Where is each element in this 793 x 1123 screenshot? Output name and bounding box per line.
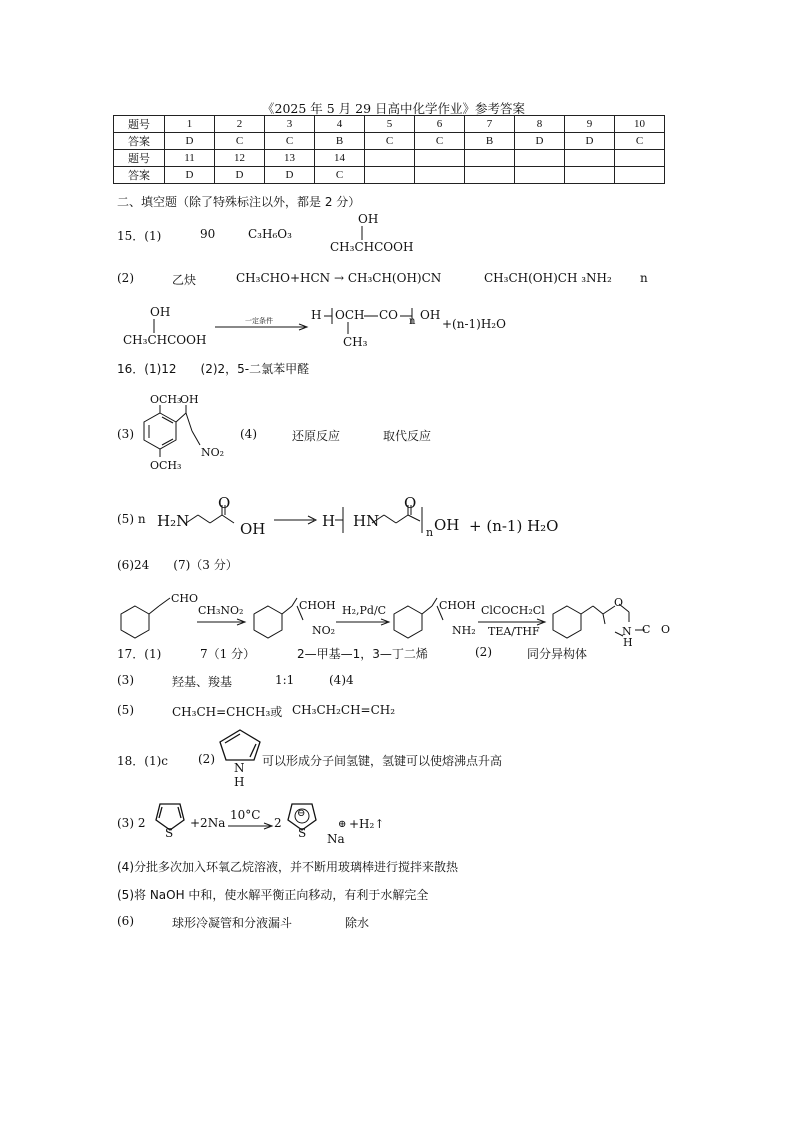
table-cell: 13 <box>265 150 315 167</box>
q15-part2-answer: 乙炔 <box>172 273 197 287</box>
route-no2: NO₂ <box>312 624 336 637</box>
q15-polymer-n: n <box>409 316 416 327</box>
q16-polymer-n: n <box>426 526 434 539</box>
table-cell: C <box>265 133 315 150</box>
table-cell <box>465 150 515 167</box>
q16-line1: 16．(1)12 (2)2，5-二氯苯甲醛 <box>117 362 310 376</box>
table-cell: D <box>215 167 265 184</box>
table-cell: D <box>165 133 215 150</box>
q15-part1-mass: 90 <box>200 227 216 241</box>
route-ring-c: C <box>642 623 651 636</box>
table-cell: 10 <box>615 116 665 133</box>
q15-part2-equation: CH₃CHO+HCN → CH₃CH(OH)CN <box>236 271 442 285</box>
q16-line6: (6)24 (7)（3 分） <box>117 558 238 572</box>
table-cell: 8 <box>515 116 565 133</box>
q17-part1-name: 2—甲基—1，3—丁二烯 <box>297 647 428 661</box>
table-row <box>114 133 665 150</box>
table-cell <box>565 150 615 167</box>
q16-och3-bottom: OCH₃ <box>150 459 182 472</box>
table-cell: C <box>215 133 265 150</box>
thiophenide-charge: ⊖ <box>297 808 306 819</box>
section-heading: 二、填空题（除了特殊标注以外，都是 2 分） <box>117 195 361 209</box>
q16-part4-answer-b: 取代反应 <box>383 429 432 443</box>
route-reagent-2: H₂,Pd/C <box>342 604 387 617</box>
table-row <box>114 116 665 133</box>
q15-part2-product: CH₃CH(OH)CH ₃NH₂ <box>484 271 612 285</box>
q17-part1-answer: 7（1 分） <box>200 647 256 661</box>
q18-coefficient: 2 <box>274 816 282 830</box>
thiophenide-s: S <box>298 826 307 840</box>
table-row-header: 答案 <box>114 167 165 184</box>
table-cell <box>415 150 465 167</box>
table-cell: 6 <box>415 116 465 133</box>
q16-polymer-hn: HN <box>353 512 380 530</box>
table-row-header: 题号 <box>114 150 165 167</box>
answer-table <box>113 115 665 184</box>
q18-part3-label: (3) 2 <box>117 816 146 830</box>
q16-water: + (n-1) H₂O <box>469 517 559 535</box>
table-cell: C <box>365 133 415 150</box>
q17-part3-label: (3) <box>117 673 134 687</box>
q18-part2-label: (2) <box>198 752 215 766</box>
sodium-ion: Na <box>327 832 345 846</box>
q16-part3-label: (3) <box>117 427 134 441</box>
q15-reaction-arrow <box>215 322 310 332</box>
route-cho: CHO <box>171 592 199 605</box>
q17-part4: (4)4 <box>329 673 354 687</box>
route-choh-1: CHOH <box>299 599 336 612</box>
q17-part2-answer: 同分异构体 <box>527 647 588 661</box>
table-cell: 2 <box>215 116 265 133</box>
q15-line3-oh: OH <box>150 305 171 319</box>
table-cell <box>515 167 565 184</box>
table-cell: 4 <box>315 116 365 133</box>
q15-bond-line <box>360 226 364 240</box>
table-cell <box>565 167 615 184</box>
q16-oh: OH <box>180 393 199 406</box>
q18-part2-text: 可以形成分子间氢键，氢键可以使熔沸点升高 <box>262 754 503 768</box>
table-cell: 14 <box>315 150 365 167</box>
route-ring-n: N <box>622 625 632 638</box>
q15-part2-n: n <box>640 271 648 285</box>
route-choh-2: CHOH <box>439 599 476 612</box>
q15-line3-monomer: CH₃CHCOOH <box>123 333 207 347</box>
table-cell: 11 <box>165 150 215 167</box>
route-ring-o2: O <box>661 623 671 636</box>
q15-polymer-water: +(n-1)H₂O <box>442 317 506 331</box>
table-row <box>114 167 665 184</box>
table-cell: C <box>615 133 665 150</box>
table-cell: C <box>315 167 365 184</box>
table-cell: 9 <box>565 116 615 133</box>
pyrrole-n: N <box>234 761 245 775</box>
q16-polymer-h: H <box>322 512 336 530</box>
thiophene-s: S <box>165 826 174 840</box>
q15-polymer-h: H <box>311 308 322 322</box>
table-cell: D <box>165 167 215 184</box>
q15-polymer-co: CO <box>379 308 399 322</box>
q15-part1-label: 15．(1) <box>117 229 162 243</box>
q16-polymer-oh: OH <box>434 516 460 534</box>
page-title: 《2025 年 5 月 29 日高中化学作业》参考答案 <box>262 101 526 116</box>
route-reagent-3b: TEA/THF <box>488 625 540 638</box>
q16-carbonyl-o: O <box>218 494 231 512</box>
q18-condition: 10°C <box>230 808 261 822</box>
pyrrole-h: H <box>234 775 245 789</box>
q18-reagent-na: +2Na <box>190 816 226 830</box>
q17-part3-answer: 羟基、羧基 <box>172 675 233 689</box>
route-ring-o: O <box>614 596 624 609</box>
table-cell: 7 <box>465 116 515 133</box>
q16-oh: OH <box>240 520 266 538</box>
q16-synthesis-route <box>115 592 695 650</box>
q15-oh-label: OH <box>358 212 379 226</box>
q18-part5: (5)将 NaOH 中和，使水解平衡正向移动，有利于水解完全 <box>117 888 429 902</box>
table-cell: C <box>415 133 465 150</box>
q16-h2n: H₂N <box>157 512 190 530</box>
table-cell: 1 <box>165 116 215 133</box>
q16-part4-label: (4) <box>240 427 257 441</box>
q18-part6-answer-b: 除水 <box>345 916 370 930</box>
q16-polymer-o: O <box>404 494 417 512</box>
table-cell <box>365 167 415 184</box>
q18-part1: 18．(1)c <box>117 754 168 768</box>
table-cell <box>515 150 565 167</box>
route-nh2: NH₂ <box>452 624 476 637</box>
q18-part6-label: (6) <box>117 914 134 928</box>
q18-part4: (4)分批多次加入环氧乙烷溶液，并不断用玻璃棒进行搅拌来散热 <box>117 860 459 874</box>
table-cell: 3 <box>265 116 315 133</box>
table-cell <box>365 150 415 167</box>
q16-part5-label: (5) n <box>117 512 146 526</box>
table-cell: B <box>315 133 365 150</box>
q16-part4-answer-a: 还原反应 <box>292 429 341 443</box>
sodium-charge: ⊕ <box>338 819 347 830</box>
table-cell <box>465 167 515 184</box>
table-cell <box>415 167 465 184</box>
table-cell: D <box>565 133 615 150</box>
table-cell <box>615 150 665 167</box>
q15-polymer-och: OCH <box>335 308 365 322</box>
table-cell: 5 <box>365 116 415 133</box>
q17-part5-label: (5) <box>117 703 134 717</box>
q16-och3-top: OCH₃ <box>150 393 182 406</box>
table-row <box>114 150 665 167</box>
q15-lactic-acid-formula: CH₃CHCOOH <box>330 240 414 254</box>
table-cell: 12 <box>215 150 265 167</box>
route-reagent-3a: ClCOCH₂Cl <box>481 604 545 617</box>
q17-part1-label: 17．(1) <box>117 647 162 661</box>
table-cell <box>615 167 665 184</box>
table-row-header: 题号 <box>114 116 165 133</box>
q18-part6-answer-a: 球形冷凝管和分液漏斗 <box>172 916 293 930</box>
table-cell: D <box>265 167 315 184</box>
q17-part2-label: (2) <box>475 645 492 659</box>
q15-polymer-ch3: CH₃ <box>343 335 368 349</box>
q18-reaction-arrow <box>228 821 274 831</box>
q15-line3-bond <box>152 319 156 333</box>
table-cell: B <box>465 133 515 150</box>
q15-part1-formula: C₃H₆O₃ <box>248 227 292 241</box>
q15-reaction-condition: 一定条件 <box>245 317 273 325</box>
q17-part5-answer-a: CH₃CH=CHCH₃或 <box>172 705 283 719</box>
q17-part5-answer-b: CH₃CH₂CH=CH₂ <box>292 703 396 717</box>
table-row-header: 答案 <box>114 133 165 150</box>
route-ring-h: H <box>623 636 633 649</box>
q16-no2: NO₂ <box>201 446 225 459</box>
q17-part3-ratio: 1:1 <box>275 673 295 687</box>
hydrogen-gas: +H₂↑ <box>349 817 385 831</box>
q15-polymer-oh: OH <box>420 308 441 322</box>
q15-part2-label: (2) <box>117 271 134 285</box>
route-reagent-1: CH₃NO₂ <box>198 604 244 617</box>
table-cell: D <box>515 133 565 150</box>
pyrrole-ring-icon <box>212 728 268 764</box>
